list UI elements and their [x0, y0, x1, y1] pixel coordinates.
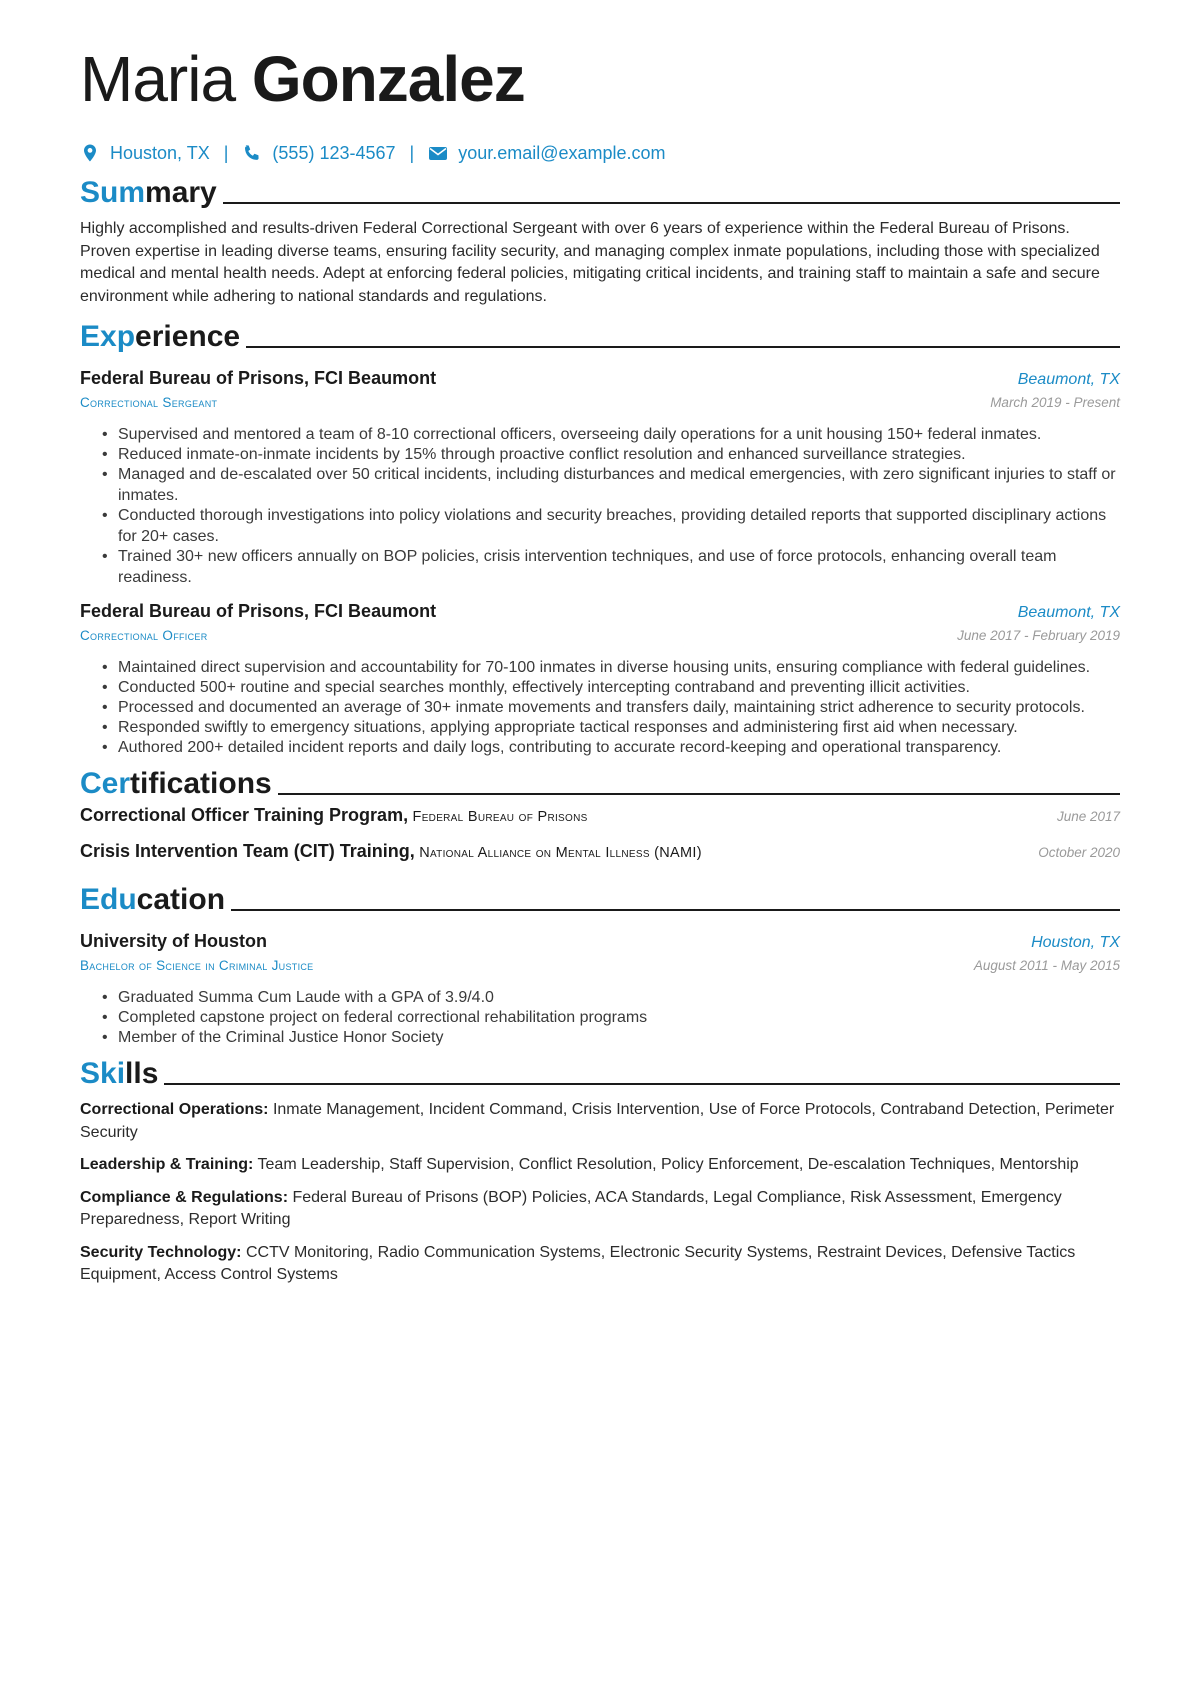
title-rest: mary — [145, 176, 217, 209]
skill-group — [80, 1154, 1120, 1177]
contact-bar — [80, 140, 1120, 166]
section-rule — [278, 793, 1120, 795]
phone-text: (555) 123-4567 — [272, 142, 396, 163]
employer: Federal Bureau of Prisons, FCI Beaumont — [80, 368, 437, 388]
email-link: your.email@example.com — [458, 142, 666, 163]
list-item: • Graduated Summa Cum Laude with a GPA of 3.9/4.0 — [118, 987, 1120, 1008]
experience-entry — [80, 599, 1120, 758]
job-title: Correctional Officer — [80, 628, 208, 643]
skills-list — [80, 1099, 1120, 1287]
skill-category: Security Technology: — [80, 1243, 242, 1261]
section-rule — [246, 346, 1120, 348]
certifications-heading — [80, 763, 1120, 801]
list-item: • Processed and documented an average of 30+ inmate movements and transfers daily, maintaining strict adherence to security protocols. — [118, 697, 1120, 718]
list-item: • Supervised and mentored a team of 8-10 correctional officers, overseeing daily operations for a unit housing 150+ federal inmates. — [118, 424, 1120, 445]
certification-name: Correctional Officer Training Program — [80, 805, 404, 825]
section-title — [80, 176, 217, 210]
section-rule — [223, 202, 1120, 204]
certification-row: Crisis Intervention Team (CIT) Training, National Alliance on Mental Illness (NAMI) October 2020 — [80, 841, 1120, 861]
contact-email[interactable] — [428, 143, 665, 164]
job-dates: June 2017 - February 2019 — [957, 628, 1120, 643]
title-accent: Cer — [80, 767, 131, 800]
section-title — [80, 320, 240, 354]
list-item: • Conducted thorough investigations into policy violations and security breaches, providing detailed reports that supported disciplinary actions for 20+ cases. — [118, 505, 1120, 547]
skill-items: Team Leadership, Staff Supervision, Conflict Resolution, Policy Enforcement, De-escalation Techniques, Mentorship — [257, 1156, 1079, 1173]
section-rule — [164, 1083, 1120, 1085]
contact-separator: | — [409, 142, 415, 163]
degree: Bachelor of Science in Criminal Justice — [80, 958, 314, 973]
section-title — [80, 1057, 158, 1091]
skill-group — [80, 1099, 1120, 1144]
certification-name: Crisis Intervention Team (CIT) Training — [80, 841, 410, 861]
section-title — [80, 767, 272, 801]
title-rest: erience — [135, 320, 241, 353]
job-bullets — [80, 424, 1120, 588]
certifications-list — [80, 805, 1120, 877]
list-item: • Authored 200+ detailed incident reports and daily logs, contributing to accurate record-keeping and operational transparency. — [118, 737, 1120, 758]
phone-icon — [242, 143, 262, 163]
education-bullets — [80, 987, 1120, 1048]
title-accent: Exp — [80, 320, 136, 353]
skill-items: CCTV Monitoring, Radio Communication Systems, Electronic Security Systems, Restraint Devices, Defensive Tactics Equipment, Access Control Systems — [80, 1243, 1076, 1283]
last-name: Gonzalez — [251, 43, 525, 115]
title-rest: lls — [125, 1057, 159, 1090]
summary-heading — [80, 172, 1120, 210]
skill-items: Federal Bureau of Prisons (BOP) Policies, ACA Standards, Legal Compliance, Risk Assessment, Emergency Preparedness, Report Writing — [80, 1188, 1062, 1228]
certification-date: June 2017 — [1056, 809, 1120, 824]
education-dates: August 2011 - May 2015 — [973, 958, 1120, 973]
list-item: • Conducted 500+ routine and special searches monthly, effectively intercepting contraband and preventing illicit activities. — [118, 677, 1120, 698]
list-item: • Trained 30+ new officers annually on BOP policies, crisis intervention techniques, and use of force protocols, enhancing overall team readiness. — [118, 546, 1120, 588]
location-text: Houston, TX — [110, 142, 210, 163]
experience-heading — [80, 316, 1120, 354]
skill-category: Correctional Operations: — [80, 1101, 269, 1118]
skills-heading — [80, 1053, 1120, 1091]
school-location: Houston, TX — [1031, 934, 1120, 951]
list-item: • Managed and de-escalated over 50 critical incidents, including disturbances and medical emergencies, with zero significant injuries to staff or inmates. — [118, 464, 1120, 506]
skill-category: Leadership & Training: — [80, 1156, 254, 1173]
contact-phone[interactable] — [242, 143, 395, 164]
certification-issuer: Federal Bureau of Prisons — [412, 809, 588, 825]
title-accent: Ski — [80, 1057, 126, 1090]
certification-issuer: National Alliance on Mental Illness (NAMI) — [419, 845, 702, 861]
skill-group — [80, 1242, 1120, 1287]
map-marker-icon — [80, 143, 100, 163]
contact-separator: | — [223, 142, 229, 163]
education-heading — [80, 879, 1120, 917]
employer: Federal Bureau of Prisons, FCI Beaumont — [80, 601, 437, 621]
job-location: Beaumont, TX — [1017, 371, 1120, 388]
list-item: • Maintained direct supervision and accountability for 70-100 inmates in diverse housing units, ensuring compliance with federal guidelines. — [118, 657, 1120, 678]
section-title — [80, 883, 225, 917]
skill-category: Compliance & Regulations: — [80, 1188, 289, 1206]
job-location: Beaumont, TX — [1017, 604, 1120, 621]
certification-date: October 2020 — [1038, 845, 1120, 860]
list-item: • Reduced inmate-on-inmate incidents by 15% through proactive conflict resolution and enhanced surveillance strategies. — [118, 444, 1120, 465]
summary-text: Highly accomplished and results-driven Federal Correctional Sergeant with over 6 years of experience within the Federal Bureau of Prisons. Proven expertise in leading diverse teams, ensuring facility security, and managing complex inmate populations, including those with specialized medical and mental health needs. Adept at enforcing federal policies, mitigating critical incidents, and training staff to maintain a safe and secure environment while adhering to national standards and regulations. — [80, 220, 1100, 305]
title-rest: cation — [136, 883, 226, 916]
job-bullets — [80, 657, 1120, 758]
skill-items: Inmate Management, Incident Command, Crisis Intervention, Use of Force Protocols, Contraband Detection, Perimeter Security — [80, 1101, 1115, 1141]
experience-entry — [80, 366, 1120, 588]
school-name: University of Houston — [80, 931, 268, 951]
resume-page — [80, 40, 1120, 1287]
job-title: Correctional Sergeant — [80, 395, 218, 410]
section-rule — [231, 909, 1120, 911]
job-dates: March 2019 - Present — [990, 395, 1120, 410]
title-rest: tifications — [130, 767, 272, 800]
first-name: Maria — [80, 43, 236, 115]
list-item: • Member of the Criminal Justice Honor Society — [118, 1027, 1120, 1048]
contact-location — [80, 143, 210, 164]
title-accent: Edu — [80, 883, 137, 916]
list-item: • Completed capstone project on federal correctional rehabilitation programs — [118, 1007, 1120, 1028]
title-accent: Sum — [80, 176, 146, 209]
education-entry — [80, 929, 1120, 1048]
envelope-icon — [428, 143, 448, 163]
skill-group — [80, 1187, 1120, 1232]
candidate-name — [80, 40, 1120, 118]
certification-row: Correctional Officer Training Program, Federal Bureau of Prisons June 2017 — [80, 805, 1120, 825]
list-item: • Responded swiftly to emergency situations, applying appropriate tactical responses and administering first aid when necessary. — [118, 717, 1120, 738]
